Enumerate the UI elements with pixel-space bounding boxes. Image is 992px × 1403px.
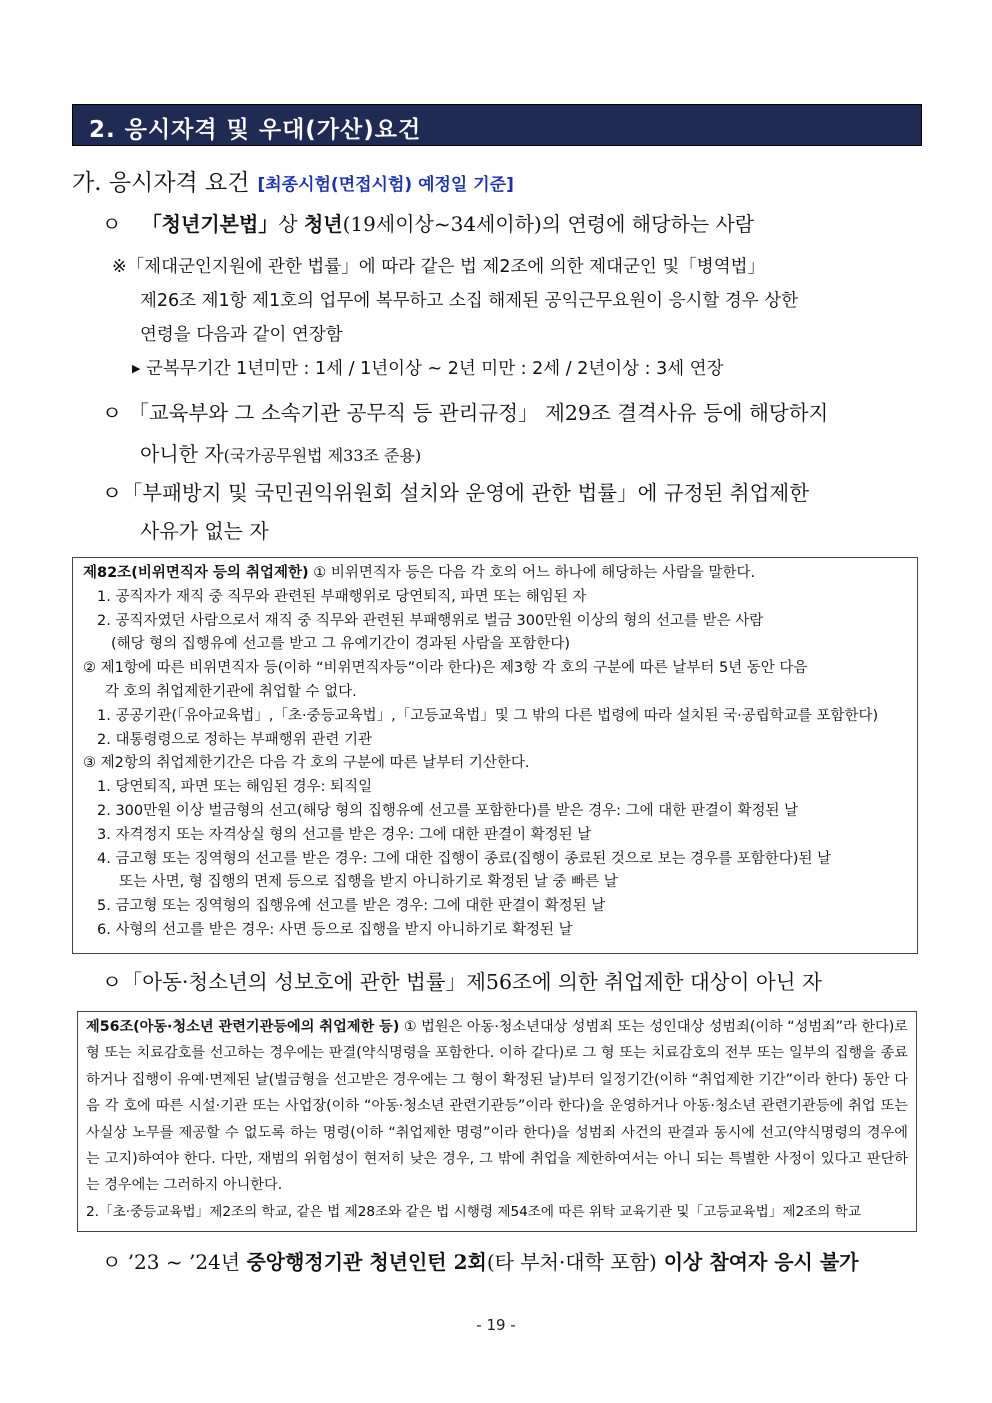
- page-number: - 19 -: [476, 1316, 516, 1334]
- subsection-title: 가. 응시자격 요건: [72, 170, 250, 196]
- article-56-body: 제56조(아동·청소년 관련기관등에의 취업제한 등) ① 법원은 아동·청소년대상 성범죄 또는 성인대상 성범죄(이하 “성범죄”라 한다)로 형 또는 치료감호를 선고하는 경우에는 판결(약식명령을 포함한다. 이하 같다)로 그 형 또는 치료감호의 전부 또는 일부의 집행을 종료하거나 집행이 유예·면제된 날(벌금형을 선고받은 경우에는 그 형이 확정된 날)부터 일정기간(이하 “취업제한 기간”이라 한다) 동안 다음 각 호에 따른 시설·기관 또는 사업장(이하 “아동·청소년 관련기관등”이라 한다)을 운영하거나 아동·청소년 관련기관등에 취업 또는 사실상 노무를 제공할 수 없도록 하는 명령(이하 “취업제한 명령”이라 한다)을 성범죄 사건의 판결과 동시에 선고(약식명령의 경우에는 고지)하여야 한다. 다만, 재범의 위험성이 현저히 낮은 경우, 그 밖에 취업을 제한하여서는 아니 되는 특별한 사정이 있다고 판단하는 경우에는 그러하지 아니한다.: [86, 1019, 908, 1194]
- section-header-bar: [72, 104, 922, 146]
- article-82-line-3: (해당 형의 집행유예 선고를 받고 그 유예기간이 경과된 사람을 포함한다): [111, 636, 570, 653]
- article-82-title: 제82조(비위면직자 등의 취업제한): [83, 565, 309, 581]
- article-82-line-2: 2. 공직자였던 사람으로서 재직 중 직무와 관련된 부패행위로 벌금 300만원 이상의 형의 선고를 받은 사람: [97, 612, 764, 629]
- subsection-heading: [72, 164, 514, 197]
- intern-end: 이상 참여자 응시 불가: [656, 1250, 859, 1274]
- article-82-line-12: 4. 금고형 또는 징역형의 선고를 받은 경우: 그에 대한 집행이 종료(집행이 종료된 것으로 보는 경우를 포함한다)된 날: [97, 850, 832, 867]
- anticorr-line-1: ㅇ「부패방지 및 국민권익위원회 설치와 운영에 관한 법률」에 규정된 취업제한: [102, 481, 810, 505]
- youth-term: 청년: [303, 212, 343, 236]
- article-82-line-1: 1. 공직자가 재직 중 직무와 관련된 부패행위로 당연퇴직, 파면 또는 해임된 자: [97, 588, 587, 605]
- article-82-line-5: 각 호의 취업제한기관에 취업할 수 없다.: [105, 683, 357, 700]
- article-56-title: 제56조(아동·청소년 관련기관등에의 취업제한 등): [86, 1019, 400, 1035]
- intern-paren: (타 부처·대학 포함): [486, 1250, 657, 1274]
- article-82-line-7: 2. 대통령령으로 정하는 부패행위 관련 기관: [97, 731, 372, 748]
- youth-age-range: (19세이상~34세이하)의 연령에 해당하는 사람: [342, 212, 755, 236]
- article-82-line-4: ② 제1항에 따른 비위면직자 등(이하 “비위면직자등”이라 한다)은 제3항 각 호의 구분에 따른 날부터 5년 동안 다음: [83, 660, 808, 677]
- veteran-note-line-2: 제26조 제1항 제1호의 업무에 복무하고 소집 해제된 공익근무요원이 응시할 경우 상한: [140, 291, 799, 311]
- youth-mid-text: 상: [278, 212, 304, 236]
- article-82-line-8: ③ 제2항의 취업제한기간은 다음 각 호의 구분에 따른 날부터 기산한다.: [83, 755, 530, 772]
- article-82-line-0: 제82조(비위면직자 등의 취업제한) ① 비위면직자 등은 다음 각 호의 어느 하나에 해당하는 사람을 말한다.: [83, 565, 756, 581]
- bullet-marker: ㅇ: [102, 1250, 128, 1274]
- youth-law-name: 「청년기본법」: [141, 212, 279, 236]
- edu-rule-text: 아니한 자: [140, 442, 224, 466]
- child-protection-item: ㅇ「아동·청소년의 성보호에 관한 법률」제56조에 의한 취업제한 대상이 아닌 자: [102, 970, 822, 994]
- veteran-note-line-1: ※「제대군인지원에 관한 법률」에 따라 같은 법 제2조에 의한 제대군인 및「병역법」: [112, 257, 766, 277]
- veteran-note-line-3: 연령을 다음과 같이 연장함: [140, 325, 343, 345]
- article-56-box: [77, 1011, 917, 1232]
- article-56-item-2: 2.「초·중등교육법」제2조의 학교, 같은 법 제28조와 같은 법 시행령 제54조에 따른 위탁 교육기관 및「고등교육법」제2조의 학교: [86, 1203, 861, 1220]
- article-82-box: [72, 557, 918, 954]
- youth-age-item: [102, 205, 754, 243]
- edu-rule-line-2: [140, 435, 421, 475]
- article-82-line-6: 1. 공공기관(「유아교육법」,「초·중등교육법」,「고등교육법」및 그 밖의 다른 법령에 따라 설치된 국·공립학교를 포함한다): [97, 707, 879, 724]
- article-82-line-15: 6. 사형의 선고를 받은 경우: 사면 등으로 집행을 받지 아니하기로 확정된 날: [97, 921, 573, 938]
- extension-line: [132, 352, 723, 386]
- anticorr-line-2: 사유가 없는 자: [140, 519, 269, 543]
- article-82-line-10: 2. 300만원 이상 벌금형의 선고(해당 형의 집행유예 선고를 포함한다)를 받은 경우: 그에 대한 판결이 확정된 날: [97, 802, 799, 819]
- article-82-line-9: 1. 당연퇴직, 파면 또는 해임된 경우: 퇴직일: [97, 779, 373, 796]
- subsection-note: [최종시험(면접시험) 예정일 기준]: [257, 175, 514, 195]
- section-title: 2. 응시자격 및 우대(가산)요건: [89, 117, 422, 143]
- intern-item: [102, 1243, 858, 1281]
- bullet-marker: ㅇ: [102, 212, 122, 236]
- edu-rule-paren: (국가공무원법 제33조 준용): [223, 446, 422, 465]
- article-82-line-13: 또는 사면, 형 집행의 면제 등으로 집행을 받지 아니하기로 확정된 날 중 빠른 날: [119, 874, 618, 891]
- article-82-line-14: 5. 금고형 또는 징역형의 집행유예 선고를 받은 경우: 그에 대한 판결이 확정된 날: [97, 898, 606, 915]
- intern-years: ’23 ~ ’24년: [127, 1250, 247, 1274]
- edu-rule-line-1: ㅇ 「교육부와 그 소속기관 공무직 등 관리규정」 제29조 결격사유 등에 해당하지: [102, 401, 829, 425]
- article-82-line-11: 3. 자격정지 또는 자격상실 형의 선고를 받은 경우: 그에 대한 판결이 확정된 날: [97, 826, 592, 843]
- triangle-bullet-icon: ▶: [132, 362, 141, 375]
- intern-condition: 중앙행정기관 청년인턴 2회: [246, 1250, 487, 1274]
- extension-text: 군복무기간 1년미만 : 1세 / 1년이상 ~ 2년 미만 : 2세 / 2년이상 : 3세 연장: [146, 359, 724, 379]
